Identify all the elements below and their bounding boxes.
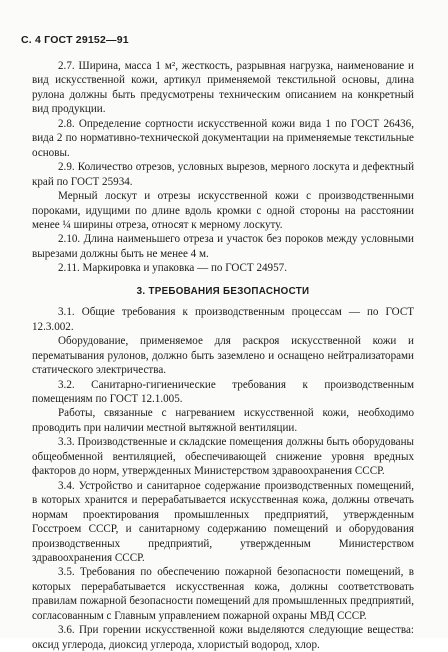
paragraph-3-2: 3.2. Санитарно-гигиенические требования к производственным помещениям по ГОСТ 12.1.005. (32, 378, 414, 405)
paragraph-2-8: 2.8. Определение сортности искусственной кожи вида 1 по ГОСТ 26436, вида 2 по нормативно-технической документации на применяемые текстильные основы. (32, 117, 414, 159)
paragraph-2-9: 2.9. Количество отрезов, условных вырезов, мерного лоскута и дефектный край по ГОСТ 25934. (32, 161, 414, 188)
paragraph-equipment: Оборудование, применяемое для раскроя искусственной кожи и перематывания рулонов, должно быть заземлено и оснащено нейтрализаторами статического электричества. (32, 335, 414, 377)
paragraph-heating-work: Работы, связанные с нагреванием искусственной кожи, необходимо проводить при наличии местной вытяжной вентиляции. (32, 407, 414, 434)
paragraph-3-3: 3.3. Производственные и складские помещения должны быть оборудованы общеобменной вентиляцией, обеспечивающей снижение уровня вредных факторов до норм, утвержденных Министерством здравоохранения СССР. (32, 436, 414, 478)
paragraph-3-5: 3.5. Требования по обеспечению пожарной безопасности помещений, в которых перерабатывается искусственная кожа, должны соответствовать правилам пожарной безопасности помещений для промышленных предприятий, согласованным с Главным управлением пожарной охраны МВД СССР. (32, 566, 415, 622)
paragraph-2-10: 2.10. Длина наименьшего отреза и участок без пороков между условными вырезами должны быть не менее 4 м. (32, 233, 414, 260)
paragraph-2-11: 2.11. Маркировка и упаковка — по ГОСТ 24957. (58, 262, 287, 275)
paragraph-3-6: 3.6. При горении искусственной кожи выделяются следующие вещества: оксид углерода, диоксид углерода, хлористый водород, хлор. (32, 624, 414, 651)
running-head: С. 4 ГОСТ 29152—91 (21, 34, 129, 46)
paragraph-measured-scrap: Мерный лоскут и отрезы искусственной кожи с производственными пороками, идущими по длине вдоль кромки с одной стороны на расстоянии менее ¼ ширины отреза, относят к мерному лоскуту. (32, 190, 414, 231)
paragraph-2-7: 2.7. Ширина, масса 1 м², жесткость, разрывная нагрузка, наименование и вид искусственной кожи, артикул применяемой текстильной основы, длина рулона должны быть предусмотрены техническим описанием на конкретный вид продукции. (32, 60, 414, 116)
page-body (32, 59, 414, 652)
section-title: 3. ТРЕБОВАНИЯ БЕЗОПАСНОСТИ (136, 285, 310, 297)
paragraph-3-4: 3.4. Устройство и санитарное содержание производственных помещений, в которых хранится и перерабатывается искусственная кожа, должны отвечать нормам проектирования промышленных предприятий, утвержденным Госстроем СССР, и санитарному содержанию помещений и оборудования производственных предприятий, утвержденным Министерством здравоохранения СССР. (32, 479, 414, 564)
paragraph-3-1: 3.1. Общие требования к производственным процессам — по ГОСТ 12.3.002. (32, 306, 414, 333)
